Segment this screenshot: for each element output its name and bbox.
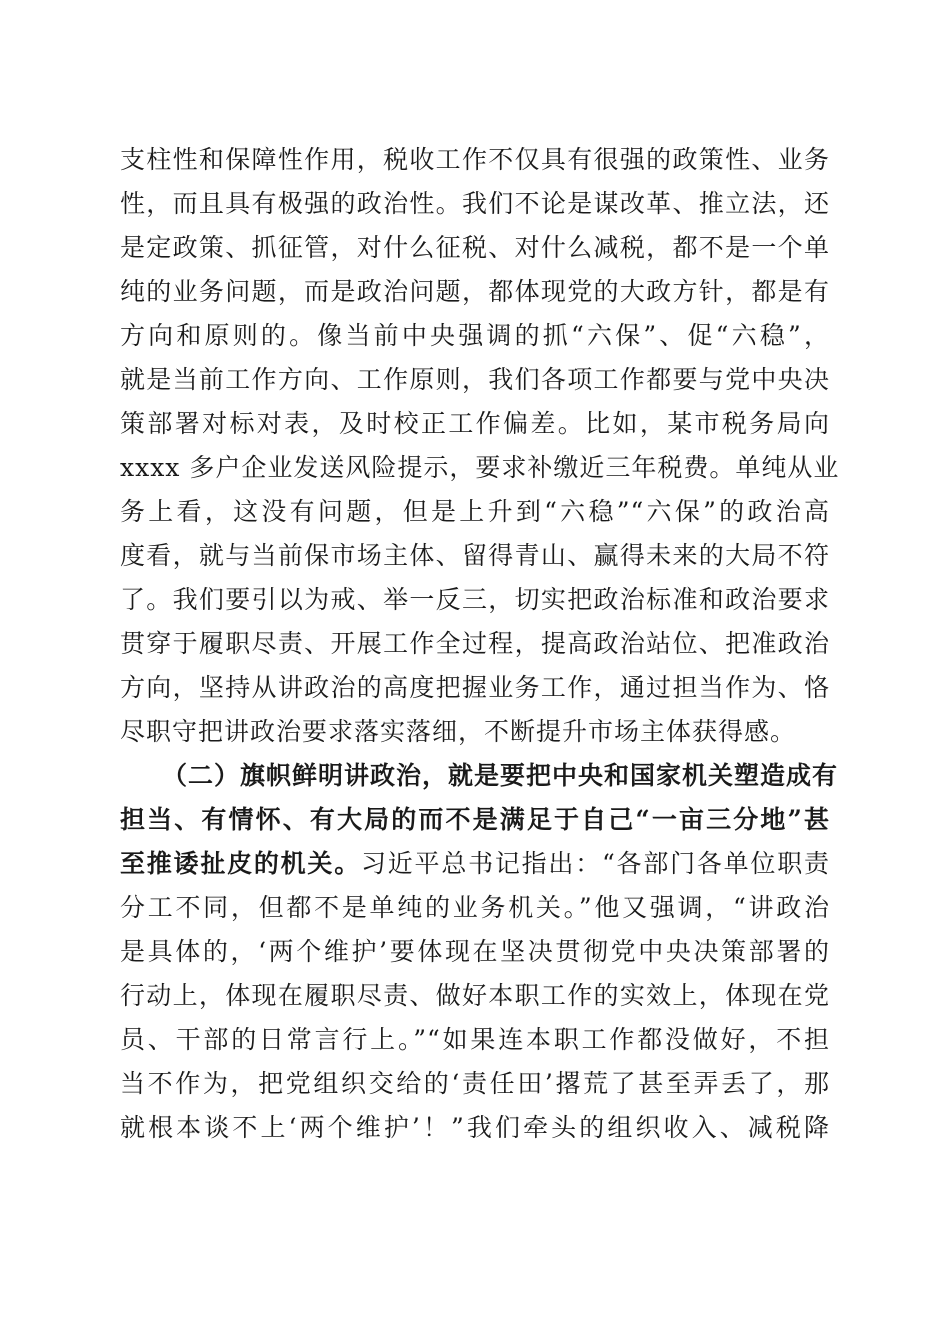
document-body	[120, 138, 840, 1150]
paragraph-1-line: 就是当前工作方向、工作原则，我们各项工作都要与党中央决	[120, 365, 830, 394]
paragraph-1-line: 度看，就与当前保市场主体、留得青山、赢得未来的大局不符	[120, 541, 830, 570]
paragraph-1-line: 了。我们要引以为戒、举一反三，切实把政治标准和政治要求	[120, 585, 830, 614]
paragraph-2-line: 当不作为，把党组织交给的‘责任田’撂荒了甚至弄丢了，那	[120, 1069, 830, 1098]
section-heading-tail: 至推诿扯皮的机关。	[120, 849, 361, 878]
paragraph-1-line: 方向，坚持从讲政治的高度把握业务工作，通过担当作为、恪	[120, 673, 830, 702]
paragraph-1-line: 务上看，这没有问题，但是上升到“六稳”“六保”的政治高	[120, 497, 830, 526]
paragraph-1-line: 性，而且具有极强的政治性。我们不论是谋改革、推立法，还	[120, 189, 830, 218]
paragraph-2-line: 是具体的，‘两个维护’要体现在坚决贯彻党中央决策部署的	[120, 937, 830, 966]
paragraph-1-line: 尽职守把讲政治要求落实落细，不断提升市场主体获得感。	[120, 717, 797, 746]
paragraph-1-line: 策部署对标对表，及时校正工作偏差。比如，某市税务局向	[120, 409, 830, 438]
paragraph-1-line: 纯的业务问题，而是政治问题，都体现党的大政方针，都是有	[120, 277, 830, 306]
paragraph-1-line: 是定政策、抓征管，对什么征税、对什么减税，都不是一个单	[120, 233, 830, 262]
paragraph-1-line: 支柱性和保障性作用，税收工作不仅具有很强的政策性、业务	[120, 145, 830, 174]
paragraph-1-line: xxxx 多户企业发送风险提示，要求补缴近三年税费。单纯从业	[120, 453, 840, 482]
paragraph-1-line: 方向和原则的。像当前中央强调的抓“六保”、促“六稳”，	[120, 321, 830, 350]
paragraph-2-line: 就根本谈不上‘两个维护’！”我们牵头的组织收入、减税降	[120, 1113, 830, 1142]
paragraph-2-line: 行动上，体现在履职尽责、做好本职工作的实效上，体现在党	[120, 981, 830, 1010]
paragraph-1-line: 贯穿于履职尽责、开展工作全过程，提高政治站位、把准政治	[120, 629, 830, 658]
paragraph-1	[120, 138, 840, 754]
section-heading-line: 担当、有情怀、有大局的而不是满足于自己“一亩三分地”甚	[120, 805, 830, 834]
paragraph-2	[120, 754, 839, 1150]
paragraph-2-line-rest: 习近平总书记指出：“各部门各单位职责	[361, 849, 830, 878]
section-heading-line: （二）旗帜鲜明讲政治，就是要把中央和国家机关塑造成有	[162, 761, 839, 790]
paragraph-2-line: 分工不同，但都不是单纯的业务机关。”他又强调，“讲政治	[120, 893, 830, 922]
paragraph-2-line	[120, 842, 830, 886]
paragraph-2-line: 员、干部的日常言行上。”“如果连本职工作都没做好，不担	[120, 1025, 830, 1054]
